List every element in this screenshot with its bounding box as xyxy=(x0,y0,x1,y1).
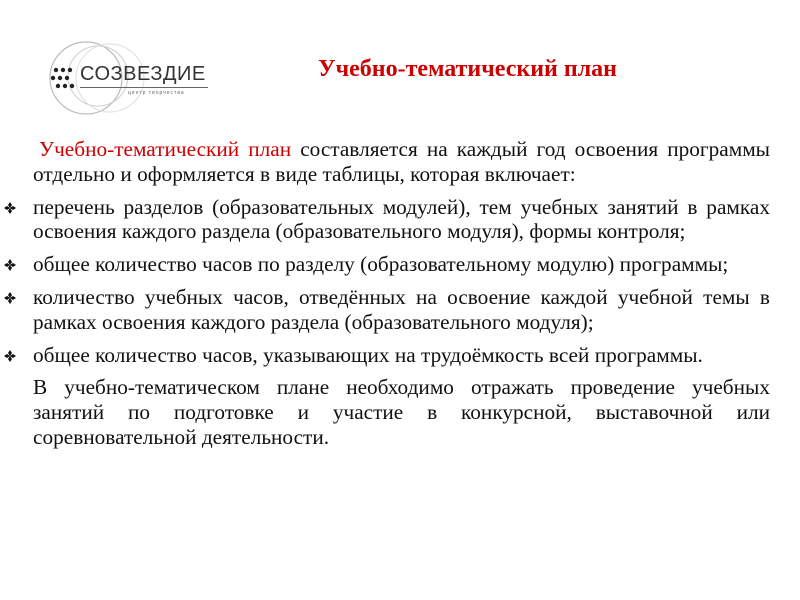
logo-name: СОЗВЕЗДИЕ xyxy=(80,63,206,85)
page-title: Учебно-тематический план xyxy=(318,56,617,82)
diamond-bullet-icon xyxy=(3,258,17,272)
list-item xyxy=(30,343,770,368)
list-item-text: перечень разделов (образовательных модулей), тем учебных занятий в рамках освоения каждого раздела (образовательного модуля), формы контроля; xyxy=(33,194,770,244)
list-item-text: общее количество часов, указывающих на трудоёмкость всей программы. xyxy=(33,342,703,367)
list-item xyxy=(30,195,770,245)
intro-text: составляется на каждый год освоения программы отдельно и оформляется в виде таблицы, которая включает: xyxy=(33,137,770,186)
list-item-text: общее количество часов по разделу (образовательному модулю) программы; xyxy=(33,252,729,277)
closing-text: В учебно-тематическом плане необходимо отражать проведение учебных занятий по подготовке и участие в конкурсной, выставочной или соревновательной деятельности. xyxy=(33,375,770,449)
intro-paragraph xyxy=(30,137,770,187)
logo-subtitle: центр творчества xyxy=(128,90,185,96)
list-item xyxy=(30,252,770,277)
logo-underline xyxy=(80,87,208,88)
diamond-bullet-icon xyxy=(3,291,17,305)
diamond-bullet-icon xyxy=(3,201,17,215)
list-item-text: количество учебных часов, отведённых на освоение каждой учебной темы в рамках освоения каждого раздела (образовательного модуля); xyxy=(33,284,770,334)
main-content xyxy=(30,137,770,450)
logo xyxy=(36,38,226,116)
diamond-bullet-icon xyxy=(3,349,17,363)
closing-paragraph xyxy=(30,375,770,449)
intro-lead: Учебно-тематический план xyxy=(39,137,292,161)
list-item xyxy=(30,285,770,335)
